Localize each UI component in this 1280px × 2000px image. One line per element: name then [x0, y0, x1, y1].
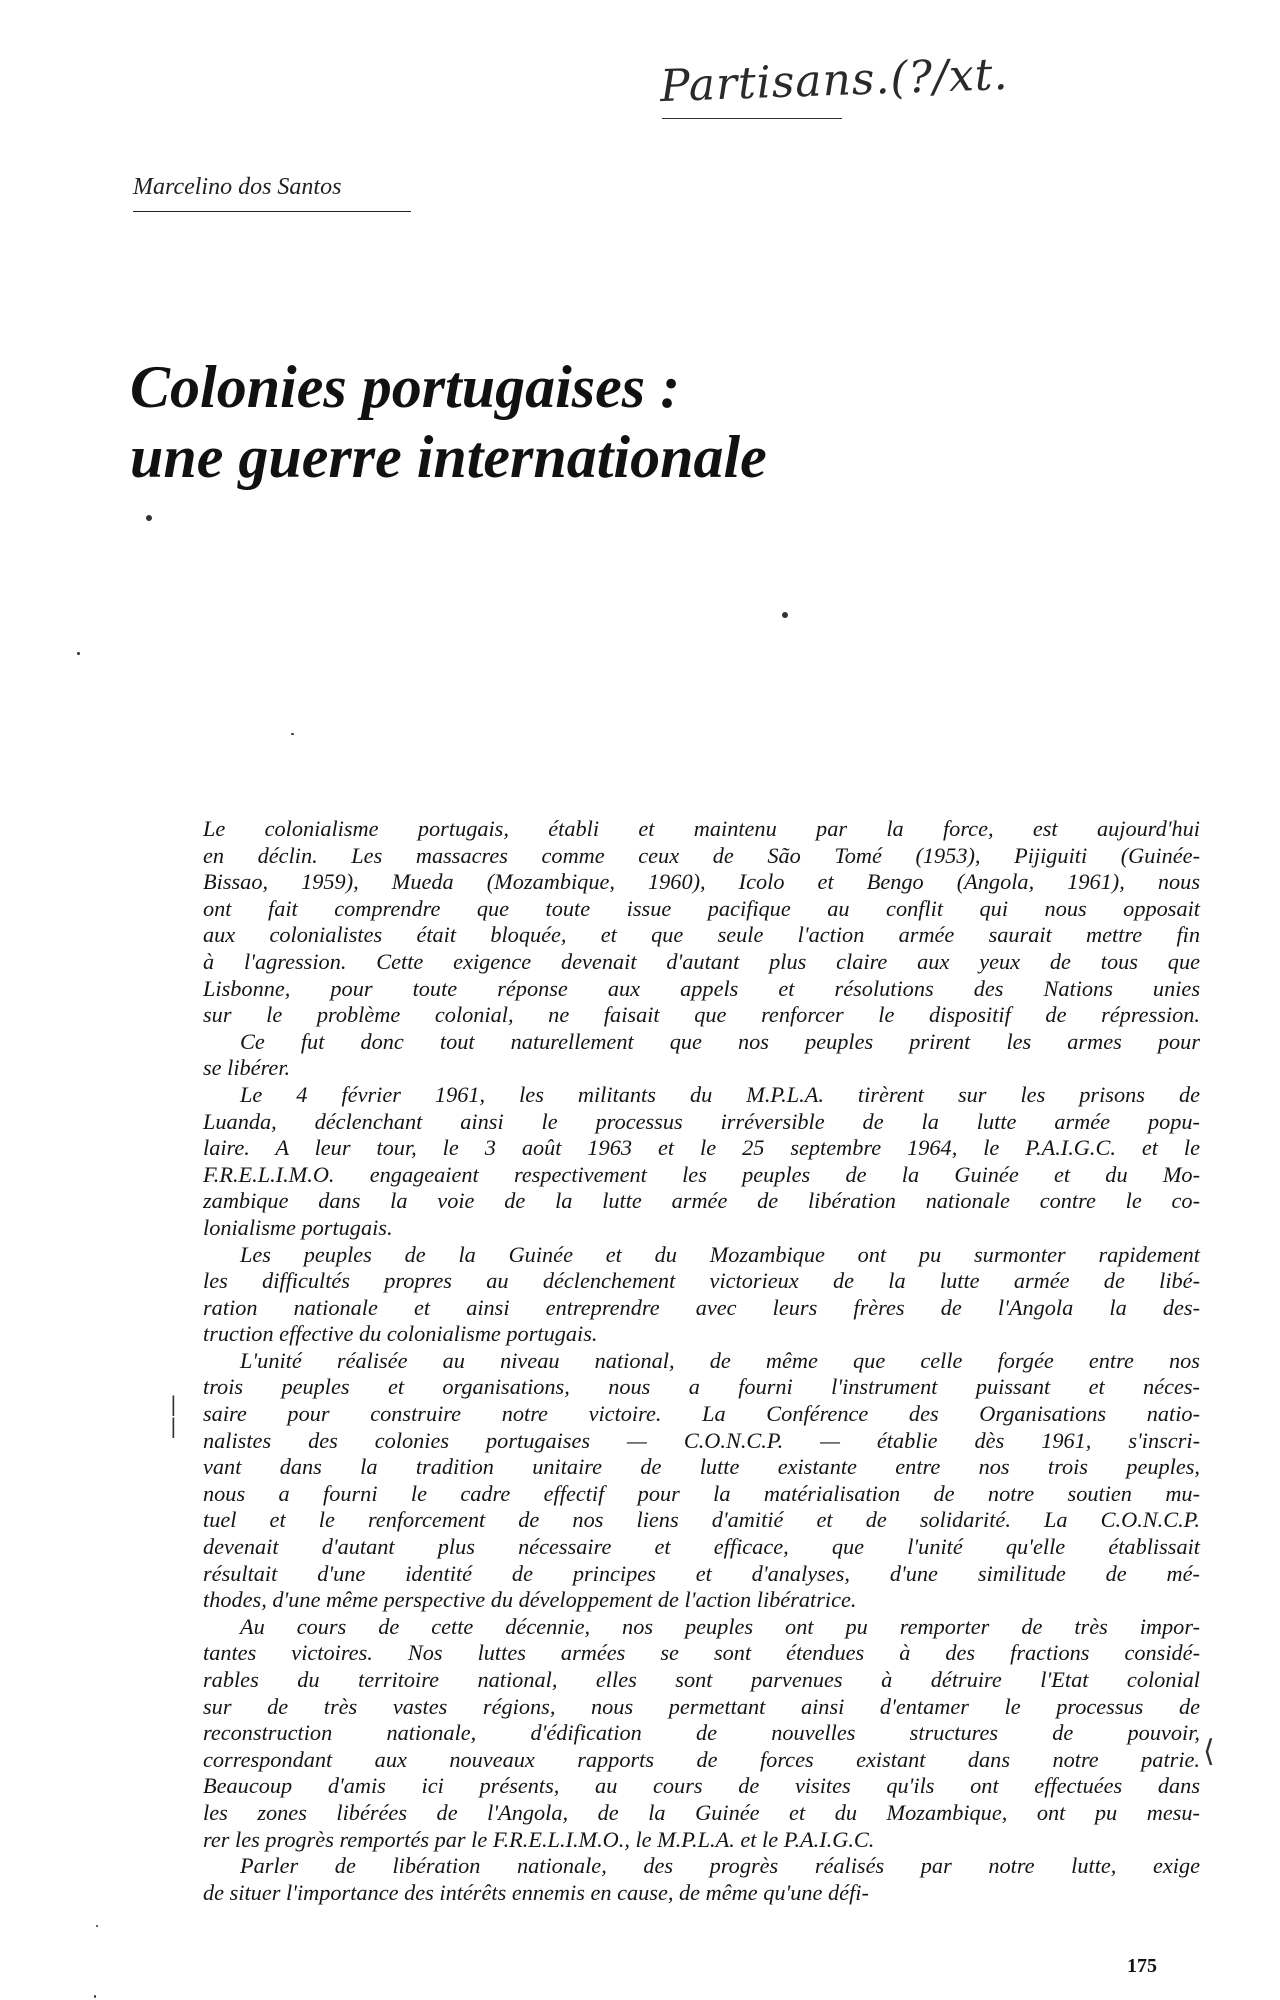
page-number: 175	[1127, 1955, 1157, 1977]
body-line: L'unité réalisée au niveau national, de même que celle forgée entre nos	[240, 1347, 1200, 1373]
scan-speck	[146, 515, 152, 521]
body-line: se libérer.	[203, 1055, 291, 1081]
body-line: vant dans la tradition unitaire de lutte existante entre nos trois peuples,	[203, 1454, 1200, 1480]
body-line: Ce fut donc tout naturellement que nos peuples prirent les armes pour	[240, 1028, 1200, 1054]
handwritten-annotation: Partisans.(?/xt.	[659, 48, 1010, 113]
body-line: saire pour construire notre victoire. La Conférence des Organisations natio-	[203, 1401, 1200, 1427]
scan-speck	[77, 652, 80, 655]
body-line: Au cours de cette décennie, nos peuples ont pu remporter de très impor-	[240, 1613, 1200, 1639]
body-line: truction effective du colonialisme portugais.	[203, 1321, 598, 1347]
body-line: nalistes des colonies portugaises — C.O.N.C.P. — établie dès 1961, s'inscri-	[203, 1427, 1200, 1453]
body-line: rer les progrès remportés par le F.R.E.L.I.M.O., le M.P.L.A. et le P.A.I.G.C.	[203, 1826, 875, 1852]
annotation-underline	[662, 118, 842, 119]
body-line: ration nationale et ainsi entreprendre avec leurs frères de l'Angola la des-	[203, 1294, 1200, 1320]
body-line: Luanda, déclenchant ainsi le processus irréversible de la lutte armée popu-	[203, 1108, 1200, 1134]
author-rule	[133, 211, 411, 212]
body-line: résultait d'une identité de principes et d'analyses, d'une similitude de mé-	[203, 1560, 1200, 1586]
body-line: en déclin. Les massacres comme ceux de São Tomé (1953), Pijiguiti (Guinée-	[203, 842, 1200, 868]
body-line: les zones libérées de l'Angola, de la Guinée et du Mozambique, ont pu mesu-	[203, 1799, 1200, 1825]
author-name: Marcelino dos Santos	[133, 174, 342, 200]
body-line: ont fait comprendre que toute issue pacifique au conflit qui nous opposait	[203, 895, 1200, 921]
body-line: reconstruction nationale, d'édification de nouvelles structures de pouvoir,	[203, 1720, 1200, 1746]
body-line: tuel et le renforcement de nos liens d'amitié et de solidarité. La C.O.N.C.P.	[203, 1507, 1200, 1533]
body-line: correspondant aux nouveaux rapports de forces existant dans notre patrie.	[203, 1746, 1200, 1772]
body-line: tantes victoires. Nos luttes armées se sont étendues à des fractions considé-	[203, 1640, 1200, 1666]
scan-speck	[96, 1925, 98, 1927]
body-line: trois peuples et organisations, nous a fourni l'instrument puissant et néces-	[203, 1374, 1200, 1400]
body-line: Lisbonne, pour toute réponse aux appels et résolutions des Nations unies	[203, 975, 1200, 1001]
body-line: sur de très vastes régions, nous permettant ainsi d'entamer le processus de	[203, 1693, 1200, 1719]
body-line: nous a fourni le cadre effectif pour la matérialisation de notre soutien mu-	[203, 1480, 1200, 1506]
scan-speck	[291, 733, 294, 735]
body-line: Le 4 février 1961, les militants du M.P.L.A. tirèrent sur les prisons de	[240, 1081, 1200, 1107]
margin-bar-icon: | |	[170, 1392, 177, 1438]
body-line: Beaucoup d'amis ici présents, au cours de visites qu'ils ont effectuées dans	[203, 1773, 1200, 1799]
body-line: zambique dans la voie de la lutte armée de libération nationale contre le co-	[203, 1188, 1200, 1214]
scan-speck	[94, 1995, 96, 1998]
body-line: thodes, d'une même perspective du développement de l'action libératrice.	[203, 1587, 857, 1613]
body-line: à l'agression. Cette exigence devenait d'autant plus claire aux yeux de tous que	[203, 948, 1200, 974]
body-line: lonialisme portugais.	[203, 1214, 393, 1240]
body-line: rables du territoire national, elles sont parvenues à détruire l'Etat colonial	[203, 1667, 1200, 1692]
body-line: Parler de libération nationale, des progrès réalisés par notre lutte, exige	[240, 1853, 1200, 1879]
body-line: laire. A leur tour, le 3 août 1963 et le 25 septembre 1964, le P.A.I.G.C. et le	[203, 1135, 1200, 1161]
body-line: aux colonialistes était bloquée, et que seule l'action armée saurait mettre fin	[203, 922, 1200, 948]
body-line: F.R.E.L.I.M.O. engageaient respectivement les peuples de la Guinée et du Mo-	[203, 1161, 1200, 1187]
arrow-left-icon: ⟨	[1203, 1734, 1215, 1769]
scan-speck	[782, 612, 788, 618]
body-line: Le colonialisme portugais, établi et maintenu par la force, est aujourd'hui	[203, 816, 1200, 841]
body-line: de situer l'importance des intérêts ennemis en cause, de même qu'une défi-	[203, 1879, 869, 1905]
body-line: devenait d'autant plus nécessaire et efficace, que l'unité qu'elle établissait	[203, 1534, 1200, 1560]
body-line: Les peuples de la Guinée et du Mozambique ont pu surmonter rapidement	[240, 1241, 1200, 1267]
body-line: les difficultés propres au déclenchement victorieux de la lutte armée de libé-	[203, 1268, 1200, 1294]
title-line: Colonies portugaises :	[130, 354, 681, 420]
body-line: sur le problème colonial, ne faisait que renforcer le dispositif de répression.	[203, 1002, 1200, 1028]
body-line: Bissao, 1959), Mueda (Mozambique, 1960), Icolo et Bengo (Angola, 1961), nous	[203, 869, 1200, 895]
article-body	[203, 816, 1200, 1906]
title-line: une guerre internationale	[130, 424, 767, 490]
article-title	[130, 352, 1130, 492]
